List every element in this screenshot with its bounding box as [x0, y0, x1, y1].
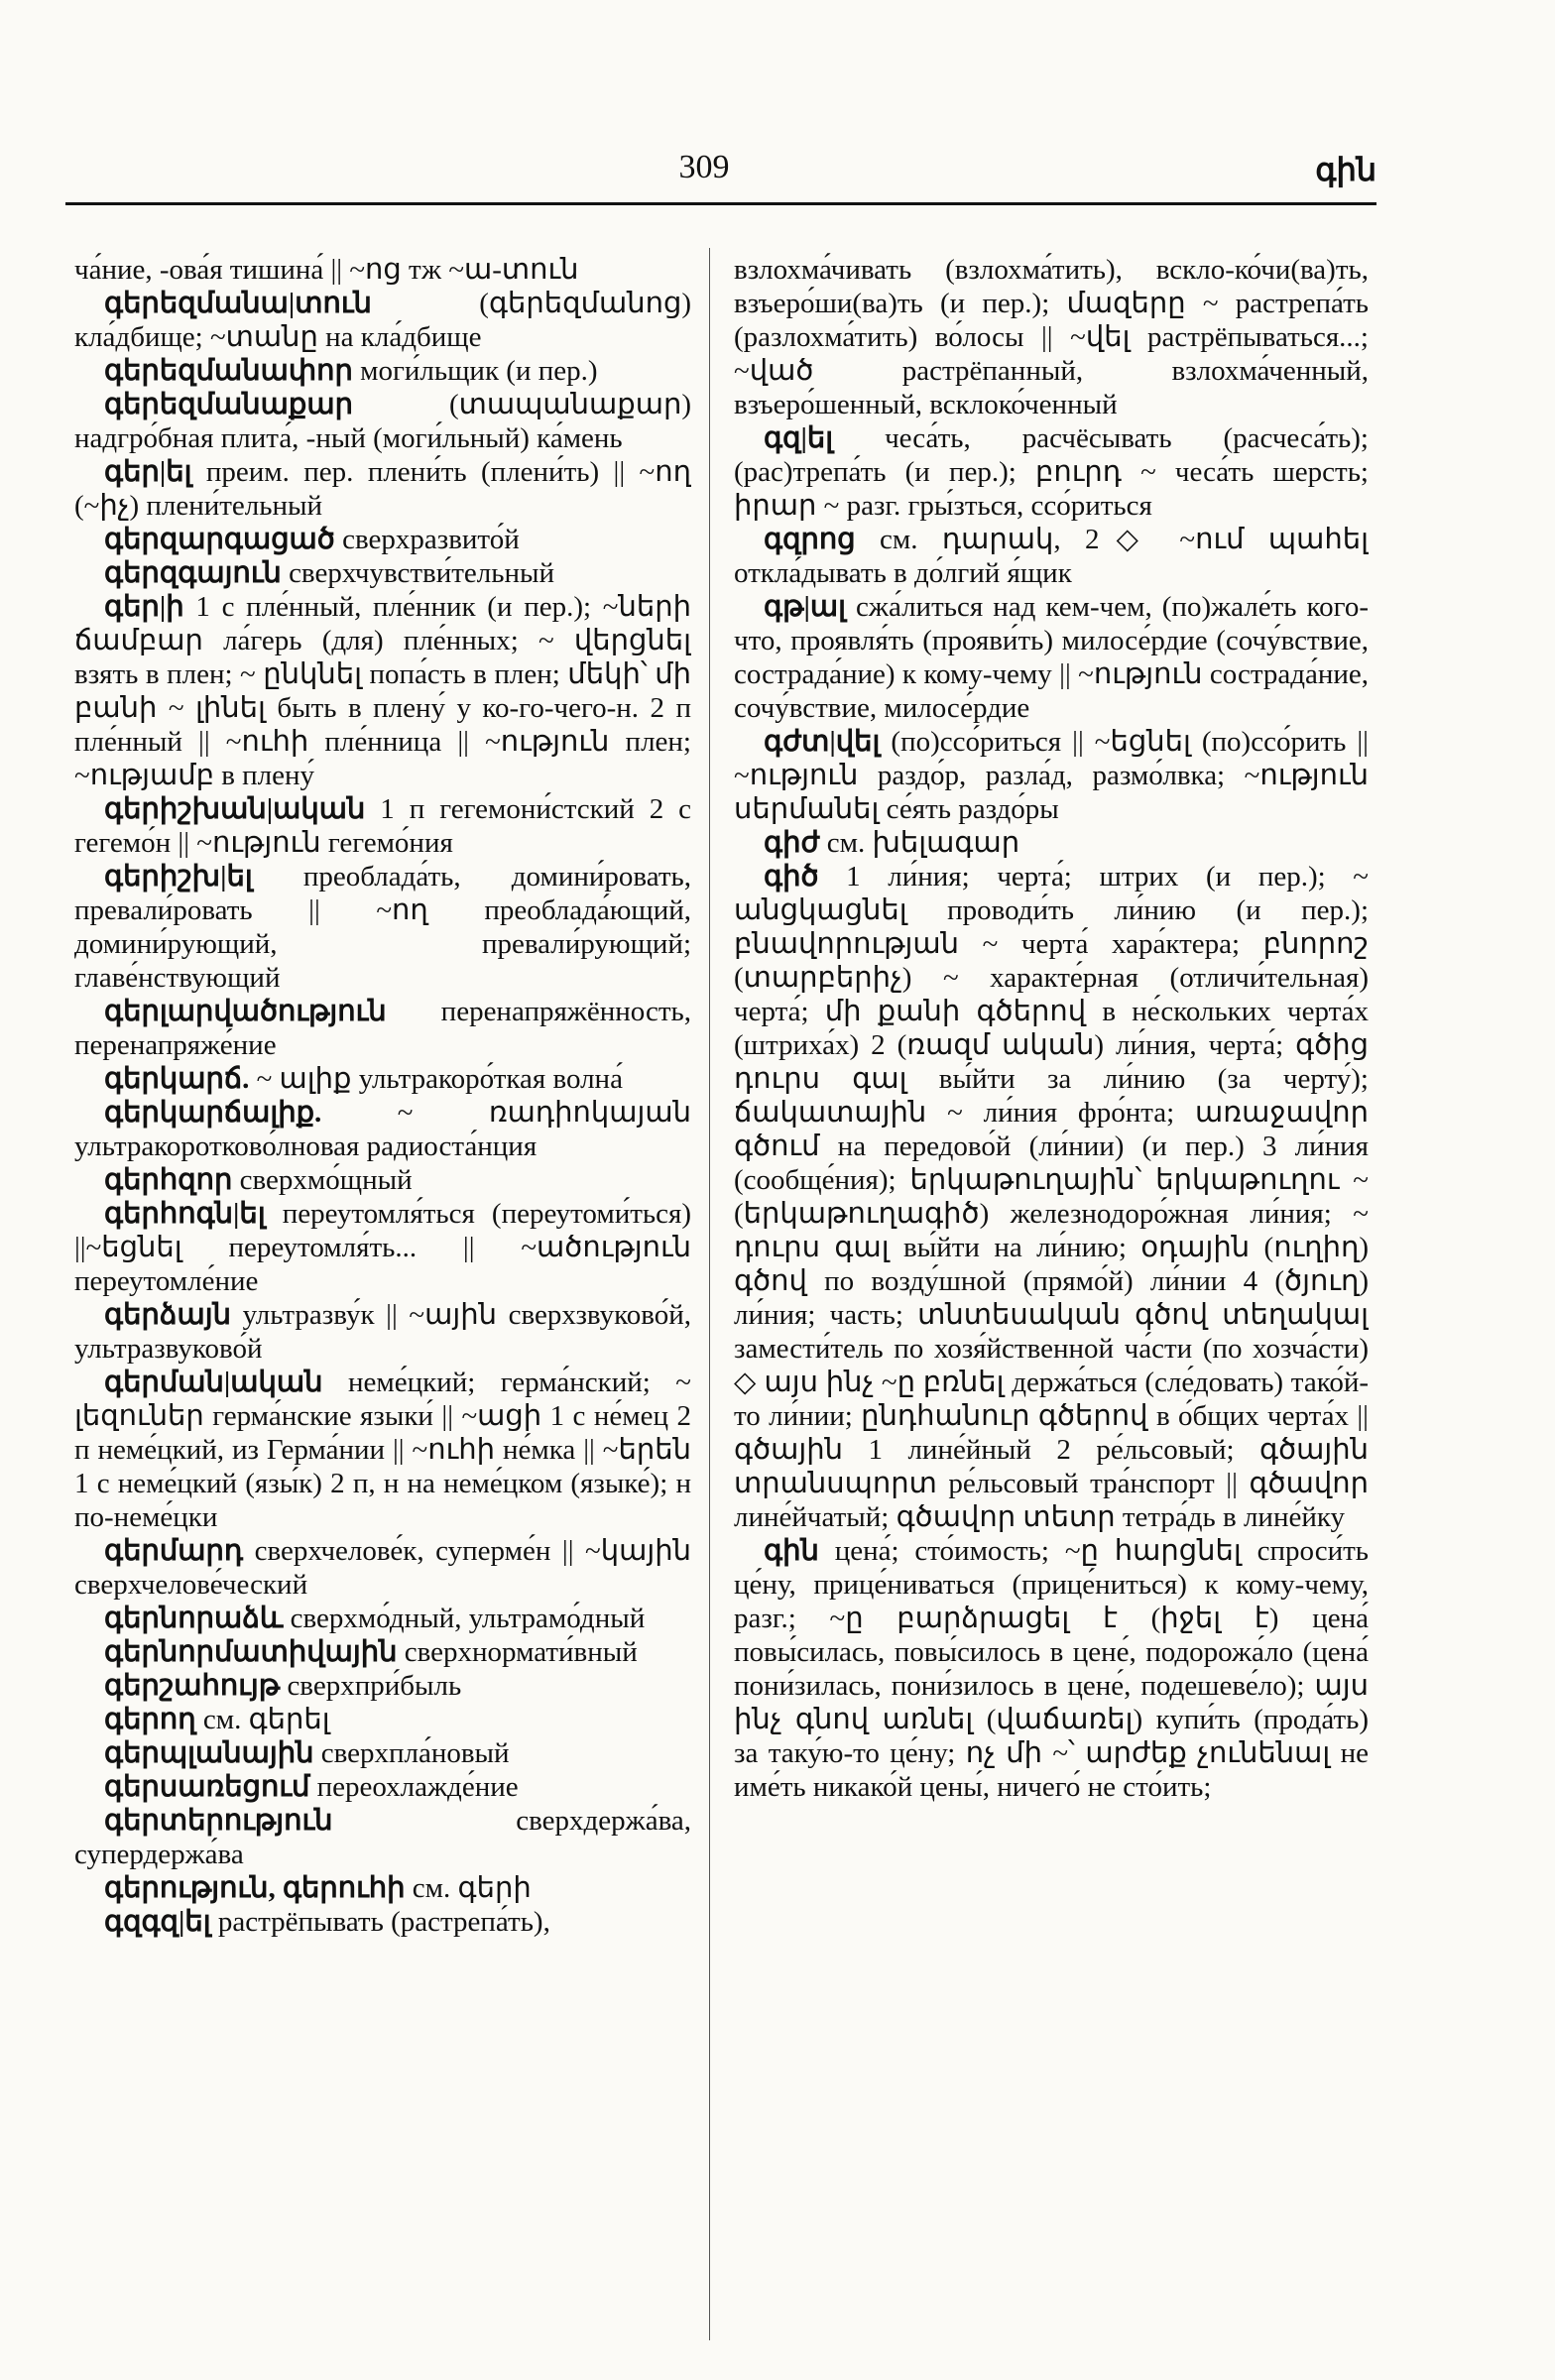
entry-headword: գժտ|վել	[764, 726, 881, 758]
entry-definition: переохлажде́ние	[309, 1771, 519, 1803]
entry-headword: գերություն, գերուհի	[104, 1872, 406, 1904]
entry-headword: գերհզոր	[104, 1164, 233, 1196]
dictionary-entry	[734, 725, 1369, 826]
dictionary-entry	[74, 388, 691, 455]
entry-definition: ~ ռադիոկայան ультракоротково́лновая радиоста́нция	[74, 1097, 691, 1162]
right-column	[734, 253, 1369, 2345]
entry-definition: см. գերի	[405, 1872, 532, 1904]
entry-definition: (տապանաքար) надгро́бная плита́, -ный (моги́льный) ка́мень	[74, 389, 691, 454]
dictionary-entry	[734, 1534, 1369, 1804]
entry-definition: сверхчелове́к, суперме́н || ~կային сверхчелове́ческий	[74, 1535, 691, 1601]
dictionary-entry	[734, 523, 1369, 590]
entry-definition: см. գերել	[195, 1704, 330, 1735]
entry-definition: ультразву́к || ~ային сверхзвуково́й, ультразвуково́й	[74, 1299, 691, 1365]
entry-definition: ~ ալիք ультракоро́ткая волна́	[249, 1063, 623, 1095]
dictionary-entry	[74, 1096, 691, 1163]
entry-definition: сверхнормати́вный	[397, 1636, 638, 1668]
dictionary-entry	[74, 1602, 691, 1635]
entry-definition: сверхчувстви́тельный	[281, 557, 555, 589]
entry-definition: 1 с пле́нный, пле́нник (и пер.); ~ների ճամբար ла́герь (для) пле́нных; ~ վերցնել взять в плен; ~ ընկնել попа́сть в плен; մեկի՝ մի բանի ~ լինել быть в плену́ у ко-го-чего-н. 2 п пле́нный || ~ուհի пле́нница || ~ություն плен; ~ությամբ в плену́	[74, 591, 691, 791]
entry-headword: գեր|ի	[104, 591, 184, 623]
dictionary-entry	[74, 556, 691, 590]
dictionary-entry	[74, 253, 691, 287]
entry-headword: գերիշխ|ել	[104, 861, 253, 892]
entry-definition: взлохма́чивать (взлохма́тить), вскло-ко́чи(ва)ть, взъеро́ши(ва)ть (и пер.); մազերը ~ растрепа́ть (разлохма́тить) во́лосы || ~վել растрёпываться...; ~ված растрёпанный, взлохма́ченный, взъеро́шенный, всклоко́ченный	[734, 254, 1369, 420]
dictionary-entry	[74, 1770, 691, 1804]
dictionary-entry	[74, 455, 691, 523]
entry-definition: сверхпри́быль	[280, 1670, 462, 1702]
entry-headword: գին	[764, 1535, 819, 1567]
entry-definition: перенапряжённость, перенапряже́ние	[74, 996, 691, 1061]
entry-headword: գերսառեցում	[104, 1771, 310, 1803]
left-column	[74, 253, 691, 2345]
dictionary-entry	[734, 590, 1369, 725]
entry-headword: գզ|ել	[764, 422, 834, 454]
entry-headword: գզգզ|ել	[104, 1906, 211, 1938]
entry-definition: чеса́ть, расчёсывать (расчеса́ть); (рас)трепа́ть (и пер.); բուրդ ~ чеса́ть шерсть; իրար ~ разг. гры́зться, ссо́риться	[734, 422, 1369, 522]
dictionary-entry	[74, 1736, 691, 1770]
entry-headword: գերնորմատիվային	[104, 1636, 398, 1668]
dictionary-entry	[74, 995, 691, 1062]
entry-headword: գերհոգն|ել	[104, 1198, 266, 1230]
entry-headword: գերլարվածություն	[104, 996, 387, 1027]
dictionary-entry	[74, 1298, 691, 1366]
entry-headword: գերիշխան|ական	[104, 793, 366, 825]
entry-definition: см. խելագար	[819, 827, 1020, 859]
entry-definition: ча́ние, -ова́я тишина́ || ~ոց тж ~ա-տուն	[74, 254, 579, 286]
dictionary-entry	[74, 287, 691, 354]
dictionary-entry	[734, 826, 1369, 860]
dictionary-entry	[74, 1534, 691, 1602]
entry-definition: 1 п гегемони́стский 2 с гегемо́н || ~ություն гегемо́ния	[74, 793, 691, 859]
page-number: 309	[678, 149, 730, 185]
entry-headword: գերող	[104, 1704, 196, 1735]
entry-headword: գերեզմանափոր	[104, 355, 353, 387]
dictionary-entry	[74, 1669, 691, 1703]
entry-headword: գերձայն	[104, 1299, 231, 1331]
dictionary-entry	[74, 354, 691, 388]
entry-headword: գթ|ալ	[764, 591, 846, 623]
entry-headword: գերմարդ	[104, 1535, 244, 1567]
dictionary-entry	[74, 792, 691, 860]
entry-headword: գերկարճ.	[104, 1063, 250, 1095]
entry-definition: сверхмо́дный, ультрамо́дный	[283, 1603, 646, 1634]
entry-definition: преоблада́ть, домини́ровать, превали́ровать || ~ող преоблада́ющий, домини́рующий, превали́рующий; главе́нствующий	[74, 861, 691, 994]
entry-headword: գերզգայուն	[104, 557, 282, 589]
entry-definition: сверхдержа́ва, супердержа́ва	[74, 1805, 691, 1870]
entry-headword: գերեզմանաքար	[104, 389, 353, 420]
dictionary-entry	[74, 1905, 691, 1939]
running-head: գին	[1315, 152, 1376, 187]
entry-definition: сжа́литься над кем-чем, (по)жале́ть кого-что, проявля́ть (прояви́ть) милосе́рдие (сочу́вствие, сострада́ние) к кому-чему || ~ություն сострада́ние, сочу́вствие, милосе́рдие	[734, 591, 1369, 724]
entry-definition: моги́льщик (и пер.)	[352, 355, 598, 387]
dictionary-entry	[734, 860, 1369, 1534]
dictionary-entry	[734, 421, 1369, 523]
entry-headword: գիծ	[764, 861, 819, 892]
entry-headword: գերման|ական	[104, 1367, 323, 1398]
dictionary-entry	[74, 1804, 691, 1871]
entry-headword: գզրոց	[764, 524, 856, 555]
dictionary-entry	[74, 1062, 691, 1096]
dictionary-entry	[734, 253, 1369, 421]
entry-headword: գերնորաձև	[104, 1603, 284, 1634]
entry-definition: переутомля́ться (переутоми́ться) ||~եցնել переутомля́ть... || ~ածություն переутомле́ние	[74, 1198, 691, 1297]
dictionary-entry	[74, 1871, 691, 1905]
dictionary-entry	[74, 1163, 691, 1197]
entry-definition: цена́; сто́имость; ~ը հարցնել спроси́ть це́ну, прице́ниваться (прице́ниться) к кому-чему, разг.; ~ը բարձրացել է (իջել է) цена́ повы́силась, повы́силось в цене́, подорожа́ло (цена́ пони́зилась, пони́зилось в цене́, подешеве́ло); այս ինչ գնով առնել (վաճառել) купи́ть (прода́ть) за таку́ю-то це́ну; ոչ մի ~՝ արժեք չունենալ не име́ть никако́й цены́, ничего́ не сто́ить;	[734, 1535, 1369, 1803]
dictionary-entry	[74, 1635, 691, 1669]
dictionary-entry	[74, 1703, 691, 1736]
entry-definition: см. դարակ, 2◇ ~ում պահել откла́дывать в до́лгий я́щик	[734, 524, 1369, 589]
dictionary-entry	[74, 1197, 691, 1298]
entry-headword: գերզարգացած	[104, 524, 335, 555]
entry-definition: сверхмо́щный	[232, 1164, 413, 1196]
header-rule	[65, 202, 1376, 205]
entry-definition: неме́цкий; герма́нский; ~ լեզուներ герма́нские языки́ || ~ացի 1 с не́мец 2 п неме́цкий, из Герма́нии || ~ուհի не́мка || ~երեն 1 с неме́цкий (язы́к) 2 п, н на неме́цком (языке́); н по-неме́цки	[74, 1367, 691, 1533]
entry-definition: сверхразвито́й	[334, 524, 520, 555]
entry-definition: (գերեզմանոց) кла́дбище; ~տանը на кла́дбище	[74, 288, 691, 353]
entry-definition: (по)ссо́риться || ~եցնել (по)ссо́рить || ~ություն раздо́р, разла́д, размо́лвка; ~ություն սերմանել се́ять раздо́ры	[734, 726, 1369, 825]
dictionary-entry	[74, 590, 691, 792]
entry-headword: գերեզմանա|տուն	[104, 288, 372, 319]
entry-headword: գերպլանային	[104, 1737, 314, 1769]
entry-definition: преим. пер. плени́ть (плени́ть) || ~ող (~իչ) плени́тельный	[74, 456, 691, 522]
column-divider	[709, 248, 710, 2340]
entry-headword: գերկարճալիք.	[104, 1097, 322, 1129]
dictionary-entry	[74, 523, 691, 556]
entry-definition: сверхпла́новый	[313, 1737, 510, 1769]
entry-definition: 1 ли́ния; черта́; штрих (и пер.); ~ անցկացնել проводи́ть ли́нию (и пер.); բնավորության ~ черта́ хара́ктера; բնորոշ (տարբերիչ) ~ характе́рная (отличи́тельная) черта́; մի քանի գծերով в не́скольких черта́х (штриха́х) 2 (ռազմ ական) ли́ния, черта́; գծից դուրս գալ вы́йти за ли́нию (за черту́); ճակատային ~ ли́ния фро́нта; առաջավոր գծում на передово́й (ли́нии) (и пер.) 3 ли́ния (сообще́ния); երկաթուղային՝ երկաթուղու ~ (երկաթուղագիծ) железнодоро́жная ли́ния; ~ դուրս գալ вы́йти на ли́нию; օդային (ուղիղ) գծով по возду́шной (прямо́й) ли́нии 4 (ծյուղ) ли́ния; часть; տնտեսական գծով տեղակալ замести́тель по хозя́йственной ча́сти (по хозча́сти) ◇ այս ինչ ~ը բռնել держа́ться (сле́довать) тако́й-то ли́нии; ընդհանուր գծերով в о́бщих черта́х || գծային 1 лине́йный 2 ре́льсовый; գծային տրանսպորտ ре́льсовый тра́нспорт || գծավոր лине́йчатый; գծավոր տետր тетра́дь в лине́йку	[734, 861, 1369, 1533]
entry-headword: գերշահույթ	[104, 1670, 281, 1702]
entry-headword: գերտերություն	[104, 1805, 333, 1837]
entry-definition: растрёпывать (растрепа́ть),	[210, 1906, 550, 1938]
entry-headword: գեր|ել	[104, 456, 192, 488]
entry-headword: գիժ	[764, 827, 820, 859]
dictionary-entry	[74, 860, 691, 995]
dictionary-entry	[74, 1366, 691, 1534]
